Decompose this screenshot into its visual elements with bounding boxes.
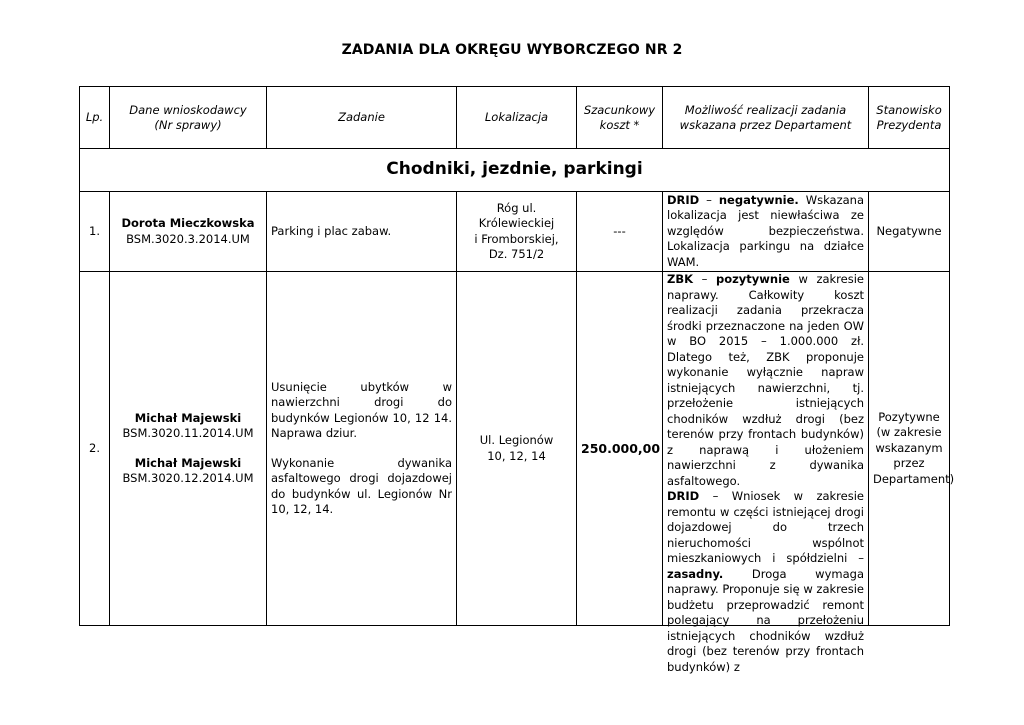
applicant-name: Dorota Mieczkowska (121, 216, 255, 230)
header-applicant: Dane wnioskodawcy (Nr sprawy) (110, 87, 267, 149)
row-cost: 250.000,00 (577, 272, 663, 626)
row-lp: 1. (80, 192, 110, 272)
header-possibility: Możliwość realizacji zadania wskazana przez Departament (663, 87, 869, 149)
header-location: Lokalizacja (457, 87, 577, 149)
row-president: Negatywne (869, 192, 950, 272)
header-lp: Lp. (80, 87, 110, 149)
case-number: BSM.3020.3.2014.UM (126, 231, 250, 246)
row-task: Parking i plac zabaw. (267, 192, 457, 272)
row-lp: 2. (80, 272, 110, 626)
row-cost: --- (577, 192, 663, 272)
row-possibility: DRID – negatywnie. Wskazana lokalizacja jest niewłaściwa ze względów bezpieczeństwa. Lokalizacja parkingu na działce WAM. (663, 192, 869, 272)
section-row (80, 149, 950, 192)
header-task: Zadanie (267, 87, 457, 149)
applicant-name: Michał Majewski (134, 410, 242, 425)
row-president: Pozytywne (w zakresie wskazanym przez Departament) (869, 272, 950, 626)
table-header-row (80, 87, 950, 149)
header-cost: Szacunkowy koszt * (577, 87, 663, 149)
document-title: ZADANIA DLA OKRĘGU WYBORCZEGO NR 2 (341, 42, 683, 58)
case-number: BSM.3020.11.2014.UM (122, 426, 254, 440)
section-title: Chodniki, jezdnie, parkingi (80, 149, 950, 192)
table-row (80, 272, 950, 626)
row-possibility: ZBK – pozytywnie w zakresie naprawy. Całkowity koszt realizacji zadania przekracza środki przeznaczone na jeden OW w BO 2015 – 1.000.000 zł. Dlatego też, ZBK proponuje wykonanie wyłącznie napraw istniejących nawierzchni, tj. przełożenie istniejących chodników wzdłuż drogi (bez terenów przy frontach budynków) z naprawą i ułożeniem nawierzchni z dywanika asfaltowego. DRID – Wniosek w zakresie remontu w części istniejącej drogi dojazdowej do trzech nieruchomości wspólnot mieszkaniowych i spółdzielni – zasadny. Droga wymaga naprawy. Proponuje się w zakresie budżetu przeprowadzić remont polegający na przełożeniu istniejących chodników wzdłuż drogi (bez terenów przy frontach budynków) z (663, 272, 869, 626)
row-task: Usunięcie ubytków w nawierzchni drogi do budynków Legionów 10, 12 14. Naprawa dziur. Wykonanie dywanika asfaltowego drogi dojazdowej do budynków ul. Legionów Nr 10, 12, 14. (267, 272, 457, 626)
case-number: BSM.3020.12.2014.UM (122, 471, 254, 485)
row-applicant (110, 192, 267, 272)
row-location: Róg ul. Królewieckiej i Fromborskiej, Dz. 751/2 (457, 192, 577, 272)
header-president: Stanowisko Prezydenta (869, 87, 950, 149)
tasks-table (79, 86, 955, 674)
applicant-name: Michał Majewski (134, 455, 242, 470)
row-location: Ul. Legionów 10, 12, 14 (457, 272, 577, 626)
row-applicant (110, 272, 267, 626)
table-row (80, 192, 950, 272)
